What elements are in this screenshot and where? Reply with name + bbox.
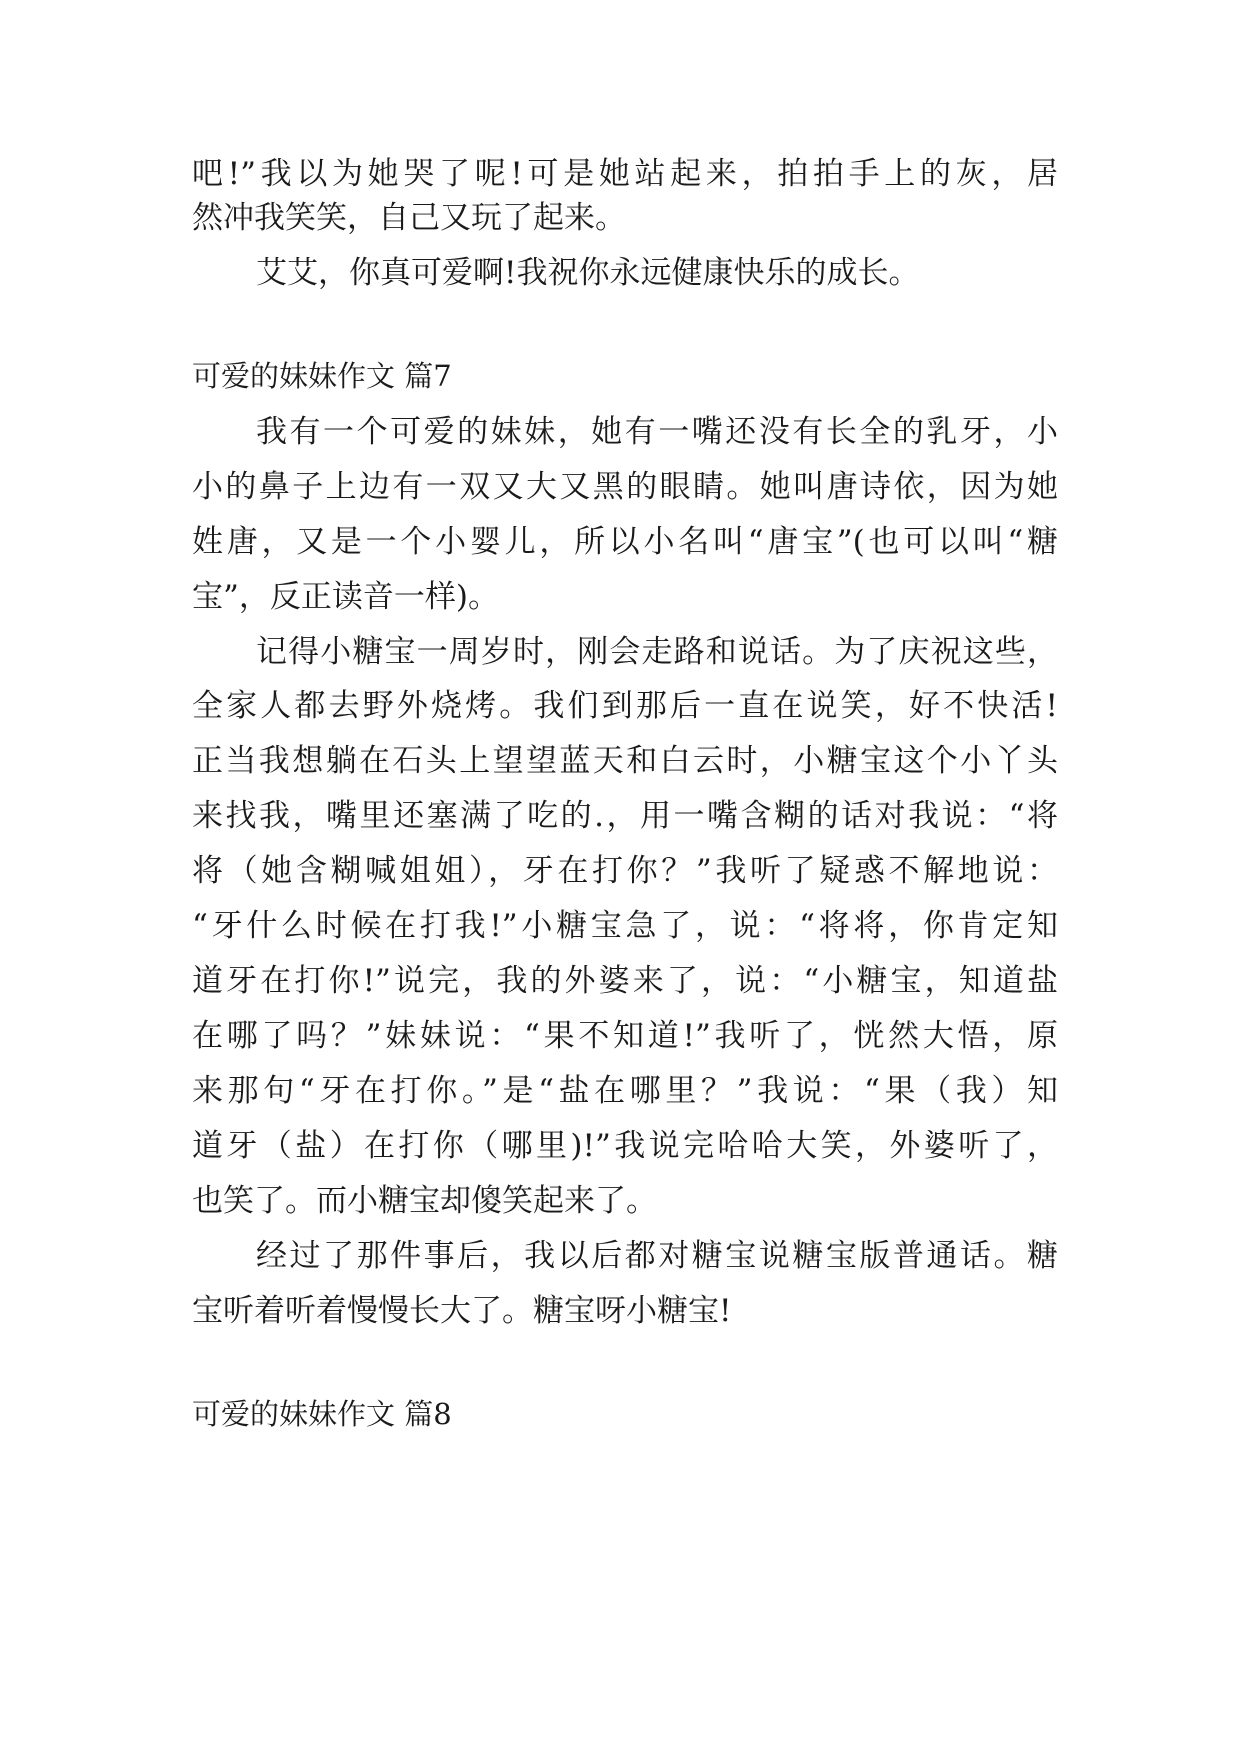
paragraph-line: 宝”，反正读音一样)。 xyxy=(192,579,499,615)
paragraph-line: 全家人都去野外烧烤。我们到那后一直在说笑，好不快活! xyxy=(192,688,1058,724)
paragraph-line: 小的鼻子上边有一双又大又黑的眼睛。她叫唐诗依，因为她 xyxy=(192,469,1058,505)
paragraph-line: 也笑了。而小糖宝却傻笑起来了。 xyxy=(192,1183,657,1219)
paragraph-line: 将（她含糊喊姐姐），牙在打你？”我听了疑惑不解地说： xyxy=(192,853,1058,889)
paragraph-line: 我有一个可爱的妹妹，她有一嘴还没有长全的乳牙，小 xyxy=(256,414,1058,450)
paragraph-line: 道牙在打你!”说完，我的外婆来了，说：“小糖宝，知道盐 xyxy=(192,963,1058,999)
paragraph-line: 正当我想躺在石头上望望蓝天和白云时，小糖宝这个小丫头 xyxy=(192,743,1058,779)
paragraph-line: 然冲我笑笑，自己又玩了起来。 xyxy=(192,200,626,236)
paragraph-line: “牙什么时候在打我!”小糖宝急了，说：“将将，你肯定知 xyxy=(192,908,1058,944)
paragraph-line: 道牙（盐）在打你（哪里)!”我说完哈哈大笑，外婆听了， xyxy=(192,1128,1058,1164)
paragraph-line: 姓唐，又是一个小婴儿，所以小名叫“唐宝”(也可以叫“糖 xyxy=(192,524,1058,560)
paragraph-line: 宝听着听着慢慢长大了。糖宝呀小糖宝! xyxy=(192,1293,732,1329)
paragraph-line: 在哪了吗？”妹妹说：“果不知道!”我听了，恍然大悟，原 xyxy=(192,1018,1058,1054)
paragraph-line: 来找我，嘴里还塞满了吃的.，用一嘴含糊的话对我说：“将 xyxy=(192,798,1058,834)
paragraph-line: 艾艾，你真可爱啊!我祝你永远健康快乐的成长。 xyxy=(256,255,920,291)
section-heading-8: 可爱的妹妹作文 篇8 xyxy=(192,1397,452,1431)
section-heading-7: 可爱的妹妹作文 篇7 xyxy=(192,359,452,393)
paragraph-line: 来那句“牙在打你。”是“盐在哪里？”我说：“果（我）知 xyxy=(192,1073,1058,1109)
paragraph-line: 记得小糖宝一周岁时，刚会走路和说话。为了庆祝这些， xyxy=(256,634,1058,670)
paragraph-line: 经过了那件事后，我以后都对糖宝说糖宝版普通话。糖 xyxy=(256,1238,1058,1274)
paragraph-line: 吧!”我以为她哭了呢!可是她站起来，拍拍手上的灰，居 xyxy=(192,156,1058,192)
